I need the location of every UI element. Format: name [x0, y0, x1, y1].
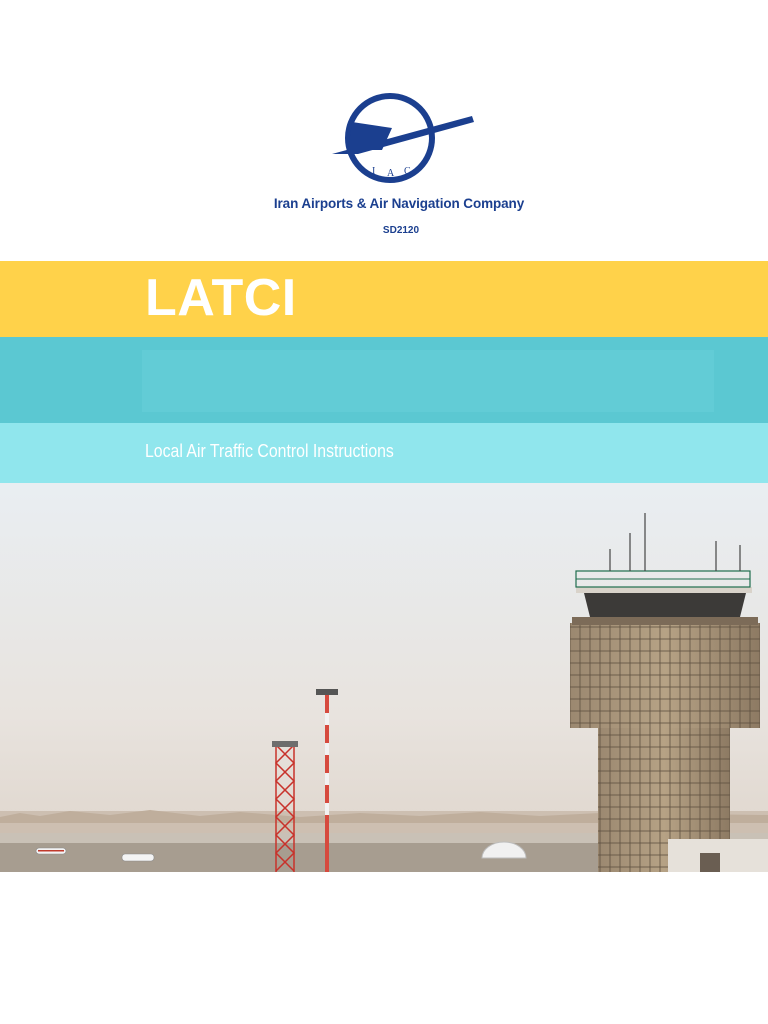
iac-logo [330, 92, 476, 184]
company-name: Iran Airports & Air Navigation Company [273, 196, 525, 211]
airport-control-tower-photo [0, 483, 768, 872]
document-subtitle: Local Air Traffic Control Instructions [145, 441, 394, 461]
teal-band-inner [142, 350, 714, 412]
svg-text:I: I [372, 166, 376, 177]
svg-text:A: A [387, 168, 395, 179]
title-band [0, 261, 768, 337]
document-id: SD2120 [382, 225, 420, 236]
svg-text:C: C [404, 166, 411, 177]
document-title: LATCI [145, 269, 297, 327]
